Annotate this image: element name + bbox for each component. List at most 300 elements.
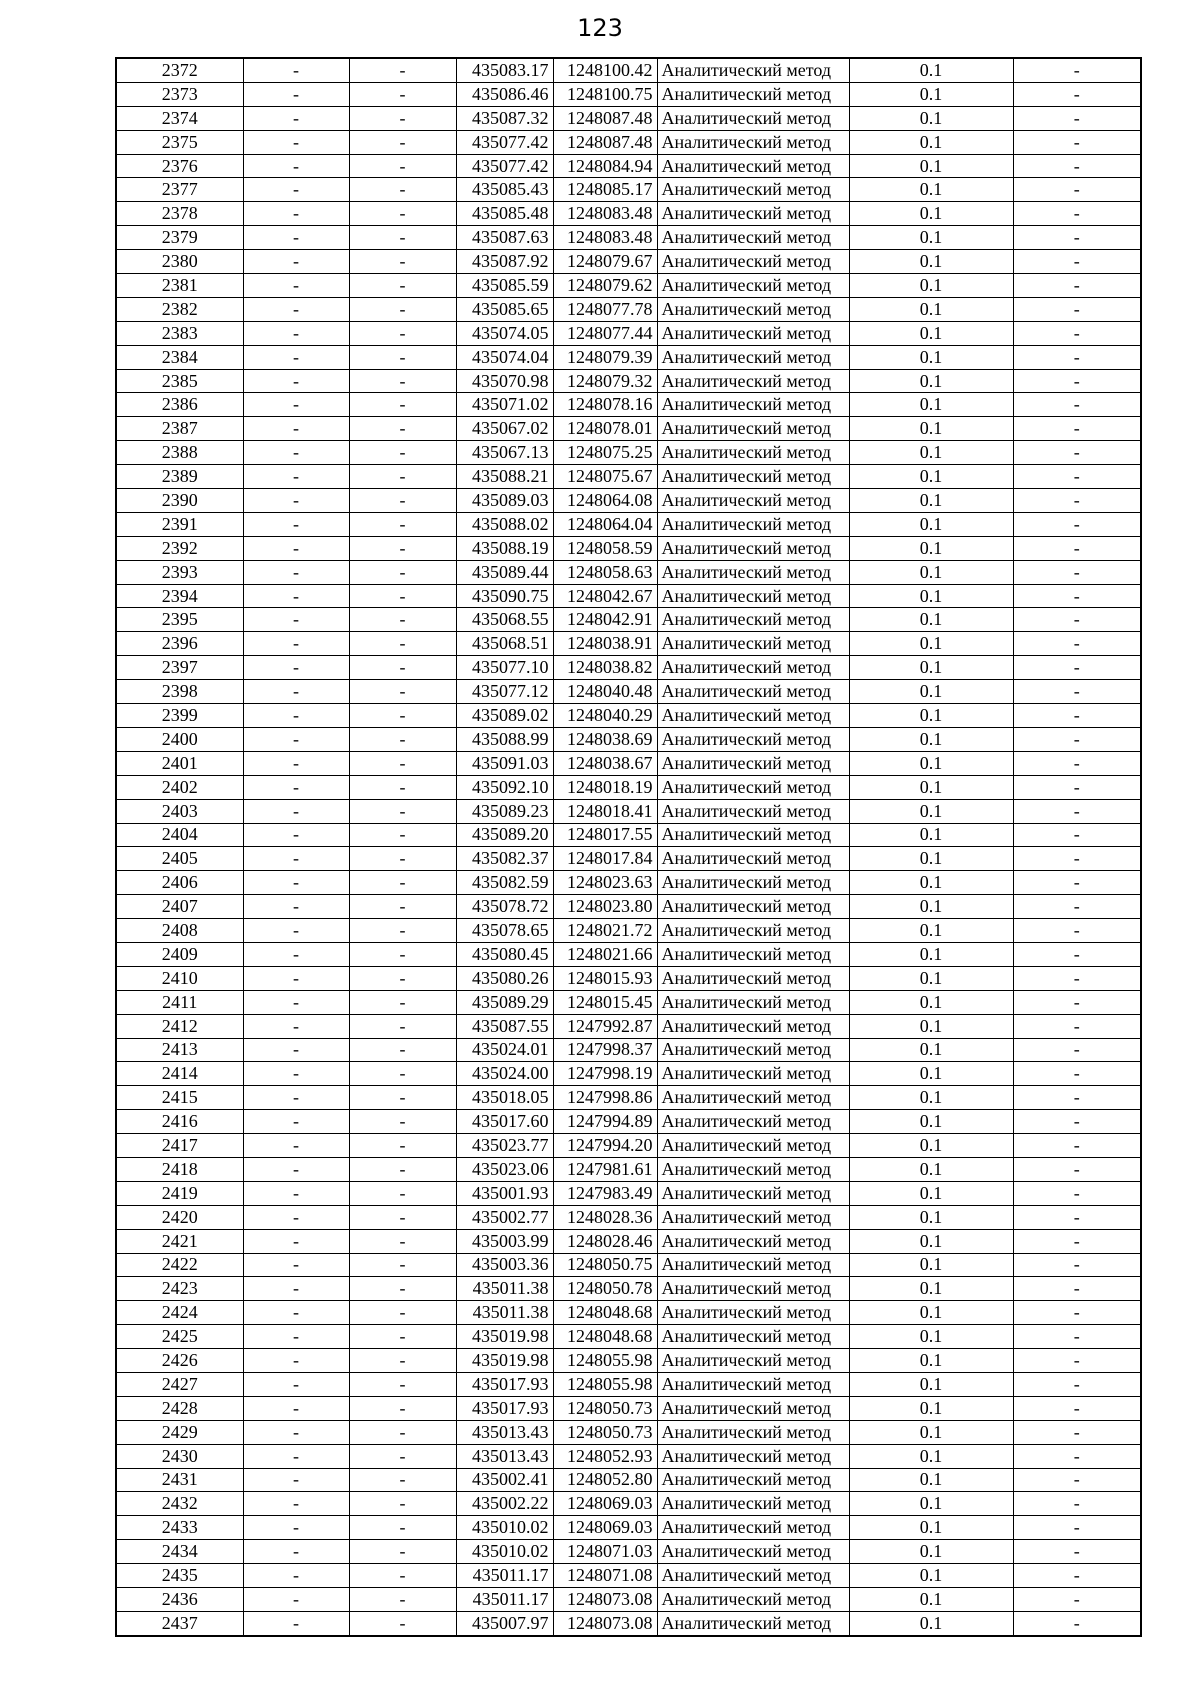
x-coordinate-cell: 435067.02	[456, 417, 553, 441]
method-cell: Аналитический метод	[657, 942, 849, 966]
blank-cell: -	[1013, 1396, 1141, 1420]
accuracy-cell: 0.1	[849, 345, 1013, 369]
table-row	[116, 1277, 1141, 1301]
point-number-cell: 2398	[116, 680, 243, 704]
method-cell: Аналитический метод	[657, 297, 849, 321]
method-cell: Аналитический метод	[657, 1205, 849, 1229]
y-coordinate-cell: 1248071.08	[553, 1564, 657, 1588]
point-number-cell: 2395	[116, 608, 243, 632]
y-coordinate-cell: 1248040.29	[553, 704, 657, 728]
blank-cell: -	[1013, 727, 1141, 751]
x-coordinate-cell: 435087.55	[456, 1014, 553, 1038]
point-number-cell: 2429	[116, 1420, 243, 1444]
blank-cell: -	[349, 417, 456, 441]
x-coordinate-cell: 435085.65	[456, 297, 553, 321]
y-coordinate-cell: 1247994.20	[553, 1134, 657, 1158]
y-coordinate-cell: 1248038.82	[553, 656, 657, 680]
blank-cell: -	[349, 1134, 456, 1158]
blank-cell: -	[243, 1038, 349, 1062]
method-cell: Аналитический метод	[657, 1181, 849, 1205]
blank-cell: -	[243, 1325, 349, 1349]
blank-cell: -	[243, 1396, 349, 1420]
x-coordinate-cell: 435070.98	[456, 369, 553, 393]
blank-cell: -	[243, 82, 349, 106]
blank-cell: -	[349, 608, 456, 632]
blank-cell: -	[243, 1420, 349, 1444]
x-coordinate-cell: 435001.93	[456, 1181, 553, 1205]
x-coordinate-cell: 435089.03	[456, 489, 553, 513]
x-coordinate-cell: 435083.17	[456, 58, 553, 82]
x-coordinate-cell: 435085.48	[456, 202, 553, 226]
table-row	[116, 441, 1141, 465]
method-cell: Аналитический метод	[657, 823, 849, 847]
accuracy-cell: 0.1	[849, 178, 1013, 202]
blank-cell: -	[243, 584, 349, 608]
blank-cell: -	[349, 1014, 456, 1038]
accuracy-cell: 0.1	[849, 1038, 1013, 1062]
point-number-cell: 2388	[116, 441, 243, 465]
point-number-cell: 2383	[116, 321, 243, 345]
blank-cell: -	[349, 1110, 456, 1134]
y-coordinate-cell: 1248023.80	[553, 895, 657, 919]
blank-cell: -	[1013, 1420, 1141, 1444]
x-coordinate-cell: 435024.00	[456, 1062, 553, 1086]
x-coordinate-cell: 435085.59	[456, 274, 553, 298]
blank-cell: -	[243, 727, 349, 751]
x-coordinate-cell: 435018.05	[456, 1086, 553, 1110]
blank-cell: -	[243, 536, 349, 560]
method-cell: Аналитический метод	[657, 489, 849, 513]
point-number-cell: 2376	[116, 154, 243, 178]
table-row	[116, 1564, 1141, 1588]
blank-cell: -	[349, 1420, 456, 1444]
blank-cell: -	[349, 1396, 456, 1420]
accuracy-cell: 0.1	[849, 656, 1013, 680]
y-coordinate-cell: 1248079.39	[553, 345, 657, 369]
x-coordinate-cell: 435071.02	[456, 393, 553, 417]
blank-cell: -	[349, 489, 456, 513]
accuracy-cell: 0.1	[849, 990, 1013, 1014]
accuracy-cell: 0.1	[849, 942, 1013, 966]
blank-cell: -	[1013, 775, 1141, 799]
accuracy-cell: 0.1	[849, 1444, 1013, 1468]
method-cell: Аналитический метод	[657, 58, 849, 82]
table-row	[116, 82, 1141, 106]
blank-cell: -	[243, 465, 349, 489]
y-coordinate-cell: 1248050.73	[553, 1420, 657, 1444]
x-coordinate-cell: 435003.99	[456, 1229, 553, 1253]
blank-cell: -	[1013, 1564, 1141, 1588]
table-row	[116, 1253, 1141, 1277]
blank-cell: -	[1013, 990, 1141, 1014]
table-row	[116, 632, 1141, 656]
y-coordinate-cell: 1248018.19	[553, 775, 657, 799]
blank-cell: -	[1013, 847, 1141, 871]
method-cell: Аналитический метод	[657, 871, 849, 895]
method-cell: Аналитический метод	[657, 919, 849, 943]
table-row	[116, 297, 1141, 321]
table-row	[116, 823, 1141, 847]
blank-cell: -	[349, 895, 456, 919]
point-number-cell: 2433	[116, 1516, 243, 1540]
y-coordinate-cell: 1247998.86	[553, 1086, 657, 1110]
blank-cell: -	[349, 990, 456, 1014]
method-cell: Аналитический метод	[657, 656, 849, 680]
accuracy-cell: 0.1	[849, 799, 1013, 823]
method-cell: Аналитический метод	[657, 82, 849, 106]
point-number-cell: 2382	[116, 297, 243, 321]
accuracy-cell: 0.1	[849, 584, 1013, 608]
method-cell: Аналитический метод	[657, 560, 849, 584]
blank-cell: -	[243, 106, 349, 130]
blank-cell: -	[243, 441, 349, 465]
x-coordinate-cell: 435087.92	[456, 250, 553, 274]
blank-cell: -	[243, 512, 349, 536]
blank-cell: -	[1013, 1062, 1141, 1086]
method-cell: Аналитический метод	[657, 1540, 849, 1564]
x-coordinate-cell: 435002.41	[456, 1468, 553, 1492]
blank-cell: -	[349, 704, 456, 728]
point-number-cell: 2400	[116, 727, 243, 751]
blank-cell: -	[1013, 1444, 1141, 1468]
accuracy-cell: 0.1	[849, 154, 1013, 178]
y-coordinate-cell: 1248084.94	[553, 154, 657, 178]
table-row	[116, 704, 1141, 728]
blank-cell: -	[243, 202, 349, 226]
point-number-cell: 2406	[116, 871, 243, 895]
blank-cell: -	[243, 871, 349, 895]
x-coordinate-cell: 435091.03	[456, 751, 553, 775]
x-coordinate-cell: 435068.51	[456, 632, 553, 656]
blank-cell: -	[1013, 1588, 1141, 1612]
blank-cell: -	[1013, 345, 1141, 369]
accuracy-cell: 0.1	[849, 895, 1013, 919]
method-cell: Аналитический метод	[657, 1038, 849, 1062]
x-coordinate-cell: 435087.63	[456, 226, 553, 250]
table-row	[116, 536, 1141, 560]
y-coordinate-cell: 1248052.93	[553, 1444, 657, 1468]
point-number-cell: 2413	[116, 1038, 243, 1062]
blank-cell: -	[349, 871, 456, 895]
x-coordinate-cell: 435089.02	[456, 704, 553, 728]
accuracy-cell: 0.1	[849, 608, 1013, 632]
table-row	[116, 1134, 1141, 1158]
blank-cell: -	[1013, 1181, 1141, 1205]
accuracy-cell: 0.1	[849, 202, 1013, 226]
accuracy-cell: 0.1	[849, 417, 1013, 441]
table-row	[116, 465, 1141, 489]
accuracy-cell: 0.1	[849, 1229, 1013, 1253]
point-number-cell: 2387	[116, 417, 243, 441]
x-coordinate-cell: 435088.02	[456, 512, 553, 536]
method-cell: Аналитический метод	[657, 966, 849, 990]
blank-cell: -	[1013, 704, 1141, 728]
x-coordinate-cell: 435077.42	[456, 130, 553, 154]
blank-cell: -	[349, 1038, 456, 1062]
accuracy-cell: 0.1	[849, 727, 1013, 751]
blank-cell: -	[349, 321, 456, 345]
accuracy-cell: 0.1	[849, 1492, 1013, 1516]
y-coordinate-cell: 1248052.80	[553, 1468, 657, 1492]
x-coordinate-cell: 435007.97	[456, 1611, 553, 1635]
y-coordinate-cell: 1248100.75	[553, 82, 657, 106]
table-row	[116, 1611, 1141, 1635]
y-coordinate-cell: 1248055.98	[553, 1372, 657, 1396]
method-cell: Аналитический метод	[657, 847, 849, 871]
blank-cell: -	[1013, 1492, 1141, 1516]
method-cell: Аналитический метод	[657, 393, 849, 417]
x-coordinate-cell: 435017.60	[456, 1110, 553, 1134]
x-coordinate-cell: 435011.17	[456, 1588, 553, 1612]
table-row	[116, 751, 1141, 775]
table-row	[116, 847, 1141, 871]
accuracy-cell: 0.1	[849, 106, 1013, 130]
point-number-cell: 2378	[116, 202, 243, 226]
point-number-cell: 2389	[116, 465, 243, 489]
blank-cell: -	[1013, 465, 1141, 489]
blank-cell: -	[243, 895, 349, 919]
point-number-cell: 2407	[116, 895, 243, 919]
point-number-cell: 2415	[116, 1086, 243, 1110]
method-cell: Аналитический метод	[657, 178, 849, 202]
blank-cell: -	[349, 632, 456, 656]
blank-cell: -	[349, 154, 456, 178]
blank-cell: -	[349, 297, 456, 321]
point-number-cell: 2422	[116, 1253, 243, 1277]
blank-cell: -	[243, 178, 349, 202]
blank-cell: -	[349, 441, 456, 465]
accuracy-cell: 0.1	[849, 632, 1013, 656]
y-coordinate-cell: 1248040.48	[553, 680, 657, 704]
blank-cell: -	[243, 1588, 349, 1612]
blank-cell: -	[349, 1492, 456, 1516]
point-number-cell: 2397	[116, 656, 243, 680]
blank-cell: -	[349, 1372, 456, 1396]
blank-cell: -	[243, 1253, 349, 1277]
y-coordinate-cell: 1248079.62	[553, 274, 657, 298]
point-number-cell: 2402	[116, 775, 243, 799]
blank-cell: -	[1013, 942, 1141, 966]
blank-cell: -	[1013, 919, 1141, 943]
blank-cell: -	[349, 966, 456, 990]
x-coordinate-cell: 435024.01	[456, 1038, 553, 1062]
point-number-cell: 2414	[116, 1062, 243, 1086]
point-number-cell: 2373	[116, 82, 243, 106]
accuracy-cell: 0.1	[849, 1611, 1013, 1635]
accuracy-cell: 0.1	[849, 847, 1013, 871]
table-row	[116, 1229, 1141, 1253]
blank-cell: -	[1013, 608, 1141, 632]
coordinates-table	[115, 57, 1142, 1637]
y-coordinate-cell: 1248077.44	[553, 321, 657, 345]
accuracy-cell: 0.1	[849, 226, 1013, 250]
accuracy-cell: 0.1	[849, 274, 1013, 298]
y-coordinate-cell: 1248071.03	[553, 1540, 657, 1564]
y-coordinate-cell: 1248073.08	[553, 1611, 657, 1635]
table-row	[116, 1372, 1141, 1396]
method-cell: Аналитический метод	[657, 584, 849, 608]
point-number-cell: 2416	[116, 1110, 243, 1134]
accuracy-cell: 0.1	[849, 680, 1013, 704]
blank-cell: -	[243, 656, 349, 680]
point-number-cell: 2379	[116, 226, 243, 250]
x-coordinate-cell: 435089.29	[456, 990, 553, 1014]
table-body	[116, 58, 1141, 1636]
page-number: 123	[577, 14, 623, 42]
blank-cell: -	[349, 393, 456, 417]
blank-cell: -	[1013, 1516, 1141, 1540]
method-cell: Аналитический метод	[657, 1396, 849, 1420]
point-number-cell: 2436	[116, 1588, 243, 1612]
point-number-cell: 2428	[116, 1396, 243, 1420]
blank-cell: -	[243, 799, 349, 823]
table-row	[116, 799, 1141, 823]
y-coordinate-cell: 1248048.68	[553, 1325, 657, 1349]
table-row	[116, 1086, 1141, 1110]
blank-cell: -	[349, 560, 456, 584]
blank-cell: -	[243, 823, 349, 847]
y-coordinate-cell: 1248069.03	[553, 1492, 657, 1516]
y-coordinate-cell: 1247998.37	[553, 1038, 657, 1062]
point-number-cell: 2377	[116, 178, 243, 202]
blank-cell: -	[243, 58, 349, 82]
accuracy-cell: 0.1	[849, 775, 1013, 799]
blank-cell: -	[349, 536, 456, 560]
point-number-cell: 2372	[116, 58, 243, 82]
blank-cell: -	[243, 1062, 349, 1086]
accuracy-cell: 0.1	[849, 1301, 1013, 1325]
accuracy-cell: 0.1	[849, 489, 1013, 513]
blank-cell: -	[349, 1540, 456, 1564]
blank-cell: -	[243, 704, 349, 728]
blank-cell: -	[243, 1492, 349, 1516]
blank-cell: -	[1013, 1611, 1141, 1635]
blank-cell: -	[243, 1229, 349, 1253]
y-coordinate-cell: 1248038.69	[553, 727, 657, 751]
method-cell: Аналитический метод	[657, 321, 849, 345]
y-coordinate-cell: 1248021.66	[553, 942, 657, 966]
blank-cell: -	[1013, 560, 1141, 584]
table-row	[116, 942, 1141, 966]
y-coordinate-cell: 1248087.48	[553, 130, 657, 154]
blank-cell: -	[349, 1349, 456, 1373]
blank-cell: -	[243, 1301, 349, 1325]
method-cell: Аналитический метод	[657, 1277, 849, 1301]
x-coordinate-cell: 435092.10	[456, 775, 553, 799]
method-cell: Аналитический метод	[657, 680, 849, 704]
blank-cell: -	[243, 154, 349, 178]
blank-cell: -	[349, 202, 456, 226]
blank-cell: -	[349, 1301, 456, 1325]
y-coordinate-cell: 1248028.46	[553, 1229, 657, 1253]
method-cell: Аналитический метод	[657, 202, 849, 226]
table-row	[116, 560, 1141, 584]
method-cell: Аналитический метод	[657, 1372, 849, 1396]
blank-cell: -	[243, 1181, 349, 1205]
blank-cell: -	[1013, 250, 1141, 274]
blank-cell: -	[349, 178, 456, 202]
accuracy-cell: 0.1	[849, 823, 1013, 847]
point-number-cell: 2435	[116, 1564, 243, 1588]
table-row	[116, 130, 1141, 154]
table-row	[116, 1349, 1141, 1373]
point-number-cell: 2424	[116, 1301, 243, 1325]
x-coordinate-cell: 435074.05	[456, 321, 553, 345]
method-cell: Аналитический метод	[657, 1110, 849, 1134]
blank-cell: -	[1013, 823, 1141, 847]
point-number-cell: 2418	[116, 1157, 243, 1181]
x-coordinate-cell: 435080.45	[456, 942, 553, 966]
y-coordinate-cell: 1247983.49	[553, 1181, 657, 1205]
method-cell: Аналитический метод	[657, 1564, 849, 1588]
blank-cell: -	[349, 82, 456, 106]
x-coordinate-cell: 435013.43	[456, 1444, 553, 1468]
blank-cell: -	[1013, 106, 1141, 130]
y-coordinate-cell: 1248048.68	[553, 1301, 657, 1325]
table-row	[116, 154, 1141, 178]
blank-cell: -	[1013, 202, 1141, 226]
blank-cell: -	[349, 1611, 456, 1635]
table-row	[116, 608, 1141, 632]
blank-cell: -	[1013, 1540, 1141, 1564]
method-cell: Аналитический метод	[657, 704, 849, 728]
blank-cell: -	[349, 823, 456, 847]
accuracy-cell: 0.1	[849, 1349, 1013, 1373]
blank-cell: -	[349, 1086, 456, 1110]
blank-cell: -	[1013, 321, 1141, 345]
x-coordinate-cell: 435090.75	[456, 584, 553, 608]
table-row	[116, 871, 1141, 895]
blank-cell: -	[349, 680, 456, 704]
blank-cell: -	[243, 297, 349, 321]
method-cell: Аналитический метод	[657, 1444, 849, 1468]
method-cell: Аналитический метод	[657, 1134, 849, 1158]
table-row	[116, 1420, 1141, 1444]
table-row	[116, 584, 1141, 608]
table-row	[116, 895, 1141, 919]
accuracy-cell: 0.1	[849, 1516, 1013, 1540]
y-coordinate-cell: 1248015.93	[553, 966, 657, 990]
blank-cell: -	[243, 321, 349, 345]
blank-cell: -	[349, 775, 456, 799]
table-row	[116, 321, 1141, 345]
blank-cell: -	[1013, 82, 1141, 106]
point-number-cell: 2417	[116, 1134, 243, 1158]
table-row	[116, 1062, 1141, 1086]
method-cell: Аналитический метод	[657, 1325, 849, 1349]
blank-cell: -	[243, 1014, 349, 1038]
method-cell: Аналитический метод	[657, 465, 849, 489]
accuracy-cell: 0.1	[849, 560, 1013, 584]
x-coordinate-cell: 435010.02	[456, 1516, 553, 1540]
method-cell: Аналитический метод	[657, 727, 849, 751]
table-row	[116, 1540, 1141, 1564]
y-coordinate-cell: 1248073.08	[553, 1588, 657, 1612]
table-row	[116, 1181, 1141, 1205]
blank-cell: -	[243, 130, 349, 154]
x-coordinate-cell: 435088.19	[456, 536, 553, 560]
accuracy-cell: 0.1	[849, 1420, 1013, 1444]
accuracy-cell: 0.1	[849, 1325, 1013, 1349]
blank-cell: -	[243, 632, 349, 656]
point-number-cell: 2432	[116, 1492, 243, 1516]
blank-cell: -	[1013, 1110, 1141, 1134]
blank-cell: -	[349, 656, 456, 680]
method-cell: Аналитический метод	[657, 799, 849, 823]
y-coordinate-cell: 1248017.84	[553, 847, 657, 871]
x-coordinate-cell: 435088.21	[456, 465, 553, 489]
blank-cell: -	[243, 1134, 349, 1158]
